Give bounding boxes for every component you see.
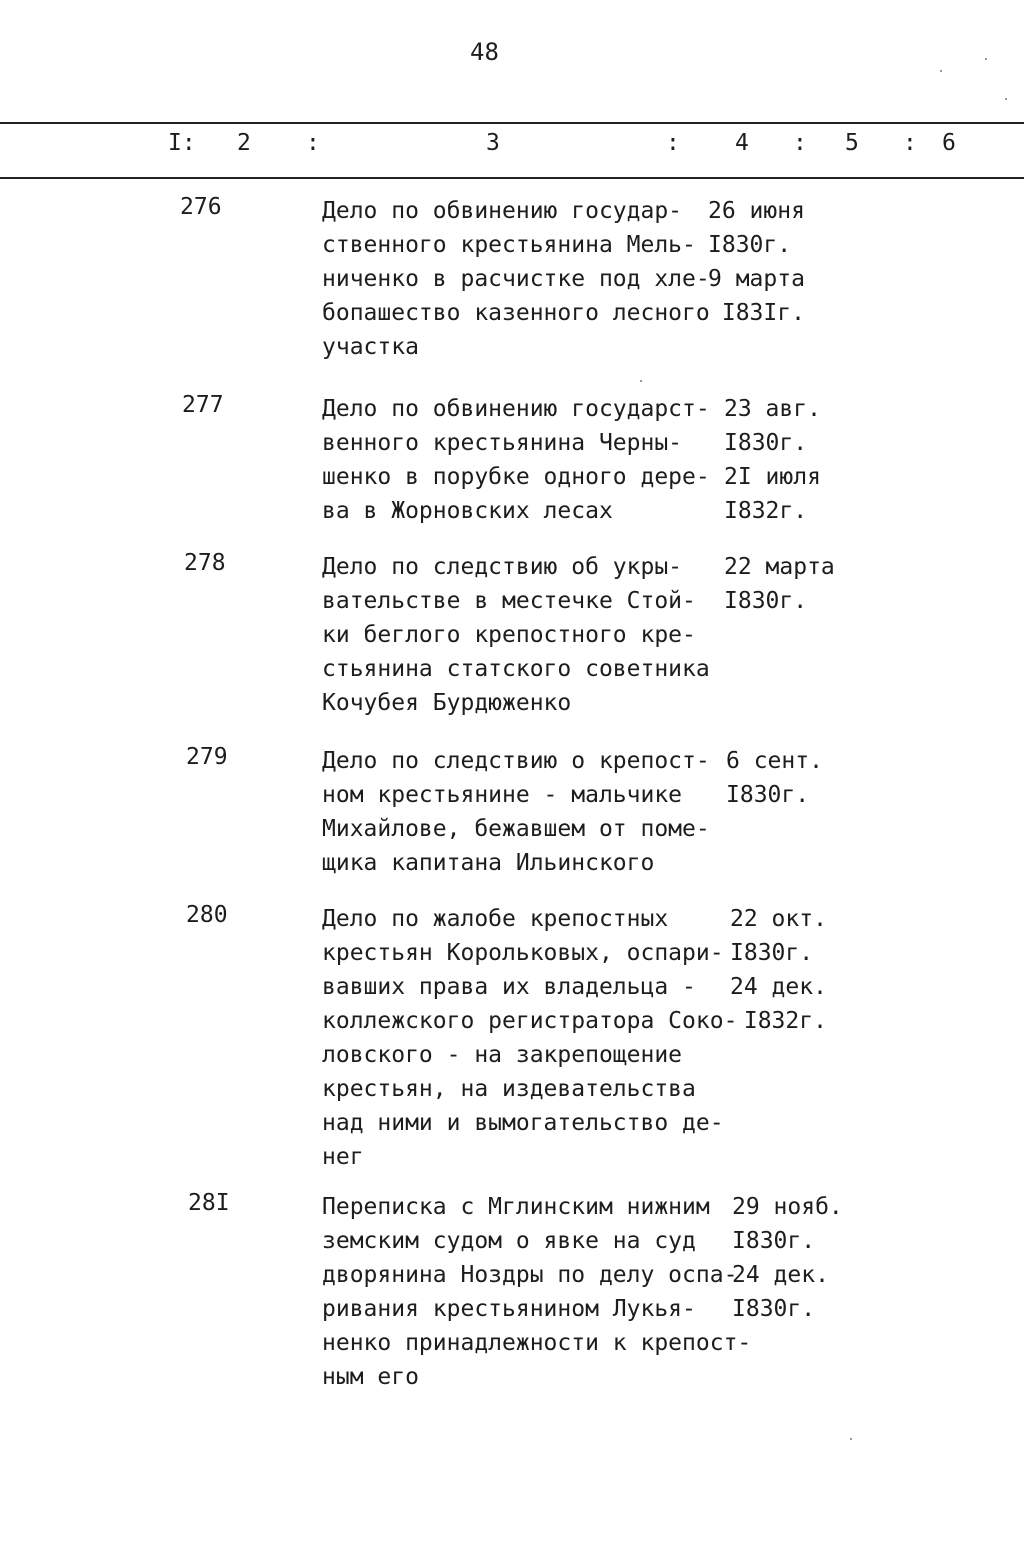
entry-title: Дело по жалобе крепостных крестьян Корольковых, оспари- вавших права их владельца - коллежского регистратора Соко- ловского - на закрепощение крестьян, на издевательства над ними и вымогательство де- нег: [322, 906, 738, 1170]
entry-dates: 6 сент. I830г.: [726, 748, 823, 808]
entry-dates: 22 окт. I830г. 24 дек. I832г.: [730, 906, 827, 1034]
column-separator: :: [666, 130, 680, 156]
column-separator: :: [306, 130, 320, 156]
table-header-bottom-rule: [0, 177, 1024, 179]
scan-speck: [640, 380, 642, 382]
entry-title: Дело по обвинению государст- венного крестьянина Черны- шенко в порубке одного дере- ва в Жорновских лесах: [322, 396, 710, 524]
page-number: 48: [470, 38, 499, 66]
entry-dates: 26 июня I830г. 9 марта I83Iг.: [708, 198, 805, 326]
entry-title: Дело по следствию об укры- вательстве в местечке Стой- ки беглого крепостного кре- стьянина статского советника Кочубея Бурдюженко: [322, 554, 710, 716]
column-3-header: 3: [486, 130, 500, 156]
entry-number: 28I: [188, 1190, 230, 1216]
entry-number: 280: [186, 902, 228, 928]
entry-title: Переписка с Мглинским нижним земским судом о явке на суд дворянина Ноздры по делу оспа- ривания крестьянином Лукья- ненко принадлежности к крепост- ным его: [322, 1194, 752, 1390]
entry-title: Дело по обвинению государ- ственного крестьянина Мель- ниченко в расчистке под хле- бопашество казенного лесного участка: [322, 198, 710, 360]
column-separator: :: [793, 130, 807, 156]
entry-title: Дело по следствию о крепост- ном крестьянине - мальчике Михайлове, бежавшем от поме- щика капитана Ильинского: [322, 748, 710, 876]
entry-dates: 22 марта I830г.: [724, 554, 835, 614]
entry-number: 276: [180, 194, 222, 220]
table-header-top-rule: [0, 122, 1024, 124]
scan-speck: [850, 1438, 852, 1440]
scan-speck: [940, 70, 942, 72]
entry-number: 278: [184, 550, 226, 576]
column-6-header: 6: [942, 130, 956, 156]
column-5-header: 5: [845, 130, 859, 156]
scan-speck: [1005, 98, 1007, 100]
column-4-header: 4: [735, 130, 749, 156]
column-2-header: 2: [237, 130, 251, 156]
entry-number: 277: [182, 392, 224, 418]
column-separator: :: [903, 130, 917, 156]
entry-number: 279: [186, 744, 228, 770]
entry-dates: 23 авг. I830г. 2I июля I832г.: [724, 396, 821, 524]
scan-speck: [985, 58, 987, 60]
entry-dates: 29 нояб. I830г. 24 дек. I830г.: [732, 1194, 843, 1322]
column-1-header: I:: [168, 130, 196, 156]
